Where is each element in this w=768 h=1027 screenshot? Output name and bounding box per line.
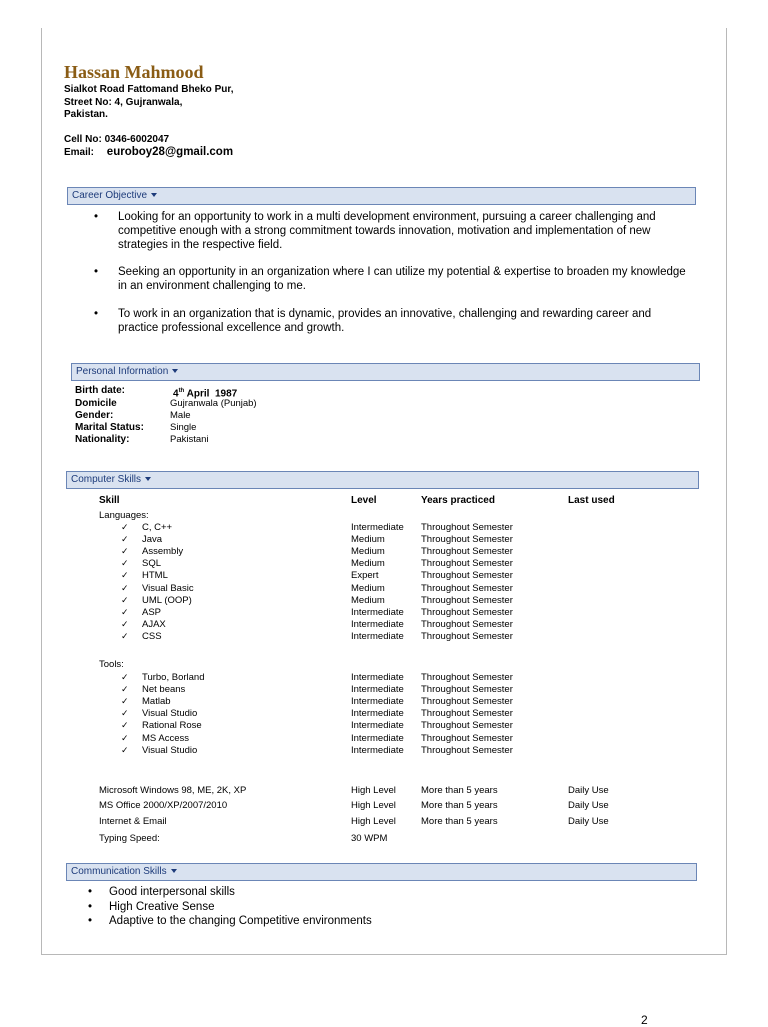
- skill-name: Microsoft Windows 98, ME, 2K, XP: [99, 785, 247, 796]
- objective-line: in an environment challenging to me.: [118, 280, 306, 292]
- field-value: 4th April 1987: [173, 388, 238, 400]
- skill-level: Medium: [351, 558, 385, 570]
- objective-line: Seeking an opportunity in an organization where I can utilize my potential & expertise to broaden my knowledge: [118, 266, 686, 278]
- skill-level: Intermediate: [351, 732, 404, 744]
- check-icon: ✓: [121, 684, 129, 695]
- skill-name: CSS: [142, 630, 162, 642]
- personal-info-row: [75, 434, 375, 446]
- communication-skill-item: Adaptive to the changing Competitive environments: [109, 915, 372, 927]
- skill-years: Throughout Semester: [421, 594, 513, 606]
- skill-name: UML (OOP): [142, 594, 192, 606]
- section-title: Communication Skills: [71, 866, 167, 877]
- objective-line: practice professional excellence and growth.: [118, 322, 345, 334]
- skill-level: Intermediate: [351, 606, 404, 618]
- skill-name: MS Access: [142, 732, 189, 744]
- email-label: Email:: [64, 147, 95, 158]
- objective-item: [94, 307, 652, 335]
- address-line: Street No: 4, Gujranwala,: [64, 96, 183, 108]
- skill-name: Internet & Email: [99, 816, 167, 827]
- bullet-icon: •: [88, 886, 93, 898]
- skill-name: Turbo, Borland: [142, 672, 205, 683]
- check-icon: ✓: [121, 732, 129, 743]
- candidate-name: Hassan Mahmood: [64, 62, 204, 82]
- skill-level: Intermediate: [351, 630, 404, 642]
- personal-info-row: [75, 385, 375, 400]
- bullet-icon: •: [94, 211, 99, 223]
- check-icon: ✓: [121, 696, 129, 707]
- skill-level: Intermediate: [351, 708, 404, 720]
- cell-value: 0346-6002047: [104, 134, 170, 145]
- skill-name: AJAX: [142, 618, 166, 630]
- objective-item: [94, 210, 656, 252]
- skill-name: Visual Basic: [142, 582, 194, 594]
- address-line: Pakistan.: [64, 109, 108, 120]
- section-header-career-objective: [67, 187, 696, 205]
- skill-level: Expert: [351, 570, 379, 582]
- check-icon: ✓: [121, 570, 129, 581]
- bullet-icon: •: [94, 308, 99, 320]
- section-title: Career Objective: [72, 190, 148, 201]
- skill-years: Throughout Semester: [421, 720, 513, 732]
- field-value: Male: [170, 410, 191, 421]
- skill-name: Visual Studio: [142, 744, 198, 756]
- skill-name: Typing Speed:: [99, 833, 160, 844]
- skill-name: Assembly: [142, 546, 184, 558]
- field-label: Domicile: [75, 398, 117, 409]
- languages-label: Languages:: [99, 510, 149, 521]
- check-icon: ✓: [121, 606, 129, 617]
- address-line: Sialkot Road Fattomand Bheko Pur,: [64, 84, 234, 95]
- field-label: Marital Status:: [75, 422, 144, 433]
- column-header-skill: Skill: [99, 495, 120, 506]
- skill-years: Throughout Semester: [421, 732, 513, 744]
- skill-name: Matlab: [142, 696, 171, 708]
- field-label: Nationality:: [75, 434, 130, 445]
- check-icon: ✓: [121, 546, 129, 557]
- section-header-computer-skills: [66, 471, 699, 489]
- skill-last-used: Daily Use: [568, 800, 609, 811]
- check-icon: ✓: [121, 594, 129, 605]
- skill-level: Intermediate: [351, 618, 404, 630]
- skill-name: Rational Rose: [142, 720, 202, 732]
- caret-down-icon: [145, 477, 151, 481]
- skill-years: Throughout Semester: [421, 570, 513, 582]
- skill-years: Throughout Semester: [421, 672, 513, 683]
- tools-label: Tools:: [99, 659, 124, 670]
- check-icon: ✓: [121, 672, 129, 682]
- skill-years: More than 5 years: [421, 816, 498, 827]
- caret-down-icon: [171, 869, 177, 873]
- field-value: Gujranwala (Punjab): [170, 398, 257, 409]
- communication-skill-item: High Creative Sense: [109, 900, 215, 913]
- skill-name: C, C++: [142, 522, 173, 533]
- field-label: Birth date:: [75, 385, 125, 396]
- check-icon: ✓: [121, 630, 129, 641]
- skill-years: Throughout Semester: [421, 522, 513, 533]
- column-header-years: Years practiced: [421, 495, 495, 506]
- check-icon: ✓: [121, 744, 129, 755]
- address-block: [64, 84, 233, 122]
- bullet-icon: •: [88, 900, 93, 913]
- skill-years: More than 5 years: [421, 785, 498, 796]
- caret-down-icon: [172, 369, 178, 373]
- objective-line: competitive enough with a strong commitment towards innovation, motivation and implementation of new: [118, 225, 651, 237]
- skill-years: Throughout Semester: [421, 558, 513, 570]
- skill-years: Throughout Semester: [421, 534, 513, 546]
- skill-years: Throughout Semester: [421, 606, 513, 618]
- page-number: 2: [641, 1013, 648, 1027]
- skill-name: Java: [142, 534, 163, 546]
- skill-last-used: Daily Use: [568, 785, 609, 796]
- section-header-personal-information: [71, 363, 700, 381]
- skill-years: Throughout Semester: [421, 684, 513, 696]
- check-icon: ✓: [121, 708, 129, 719]
- objective-item: [94, 265, 686, 293]
- skill-level: Medium: [351, 582, 385, 594]
- bullet-icon: •: [88, 915, 93, 927]
- personal-info-row: [75, 410, 375, 422]
- check-icon: ✓: [121, 558, 129, 569]
- skill-level: Intermediate: [351, 696, 404, 708]
- cell-label: Cell No:: [64, 134, 102, 145]
- caret-down-icon: [151, 193, 157, 197]
- skill-level: Intermediate: [351, 744, 404, 756]
- column-header-level: Level: [351, 495, 377, 506]
- bullet-icon: •: [94, 266, 99, 278]
- check-icon: ✓: [121, 522, 129, 532]
- field-label: Gender:: [75, 410, 114, 421]
- skill-level: High Level: [351, 816, 396, 827]
- skill-name: HTML: [142, 570, 168, 582]
- section-header-communication-skills: [66, 863, 697, 881]
- personal-info-row: [75, 422, 375, 434]
- email-value[interactable]: euroboy28@gmail.com: [106, 146, 234, 158]
- skill-years: Throughout Semester: [421, 618, 513, 630]
- skill-level: Medium: [351, 534, 385, 546]
- skill-level: Medium: [351, 546, 385, 558]
- skill-years: Throughout Semester: [421, 708, 513, 720]
- skill-level: High Level: [351, 800, 396, 811]
- field-value: Pakistani: [170, 434, 209, 445]
- skill-name: ASP: [142, 606, 162, 618]
- skill-level: 30 WPM: [351, 833, 388, 844]
- skill-years: Throughout Semester: [421, 630, 513, 642]
- check-icon: ✓: [121, 534, 129, 545]
- objective-line: To work in an organization that is dynamic, provides an innovative, challenging and rewarding career and: [118, 308, 652, 320]
- email-row: [64, 146, 233, 158]
- personal-info-row: [75, 398, 375, 410]
- check-icon: ✓: [121, 720, 129, 731]
- skill-name: Net beans: [142, 684, 186, 696]
- check-icon: ✓: [121, 618, 129, 629]
- section-title: Personal Information: [76, 366, 169, 377]
- skill-level: Intermediate: [351, 684, 404, 696]
- skill-level: Intermediate: [351, 522, 404, 533]
- skill-years: Throughout Semester: [421, 696, 513, 708]
- personal-info-table: [75, 385, 375, 449]
- skill-level: Intermediate: [351, 672, 404, 683]
- skill-last-used: Daily Use: [568, 816, 609, 827]
- check-icon: ✓: [121, 582, 129, 593]
- communication-skill-item: Good interpersonal skills: [109, 886, 235, 898]
- objective-line: Looking for an opportunity to work in a multi development environment, pursuing a career challenging and: [118, 211, 656, 223]
- skill-name: MS Office 2000/XP/2007/2010: [99, 800, 228, 811]
- column-header-last-used: Last used: [568, 495, 615, 506]
- skill-level: Medium: [351, 594, 385, 606]
- section-title: Computer Skills: [71, 474, 142, 485]
- field-value: Single: [170, 422, 197, 433]
- skill-name: SQL: [142, 558, 162, 570]
- cell-row: [64, 134, 169, 145]
- skill-years: Throughout Semester: [421, 546, 513, 558]
- skill-level: Intermediate: [351, 720, 404, 732]
- skill-years: Throughout Semester: [421, 744, 513, 756]
- skill-years: Throughout Semester: [421, 582, 513, 594]
- skill-name: Visual Studio: [142, 708, 198, 720]
- skill-years: More than 5 years: [421, 800, 498, 811]
- objective-line: strategies in the respective field.: [118, 239, 283, 251]
- skill-level: High Level: [351, 785, 396, 796]
